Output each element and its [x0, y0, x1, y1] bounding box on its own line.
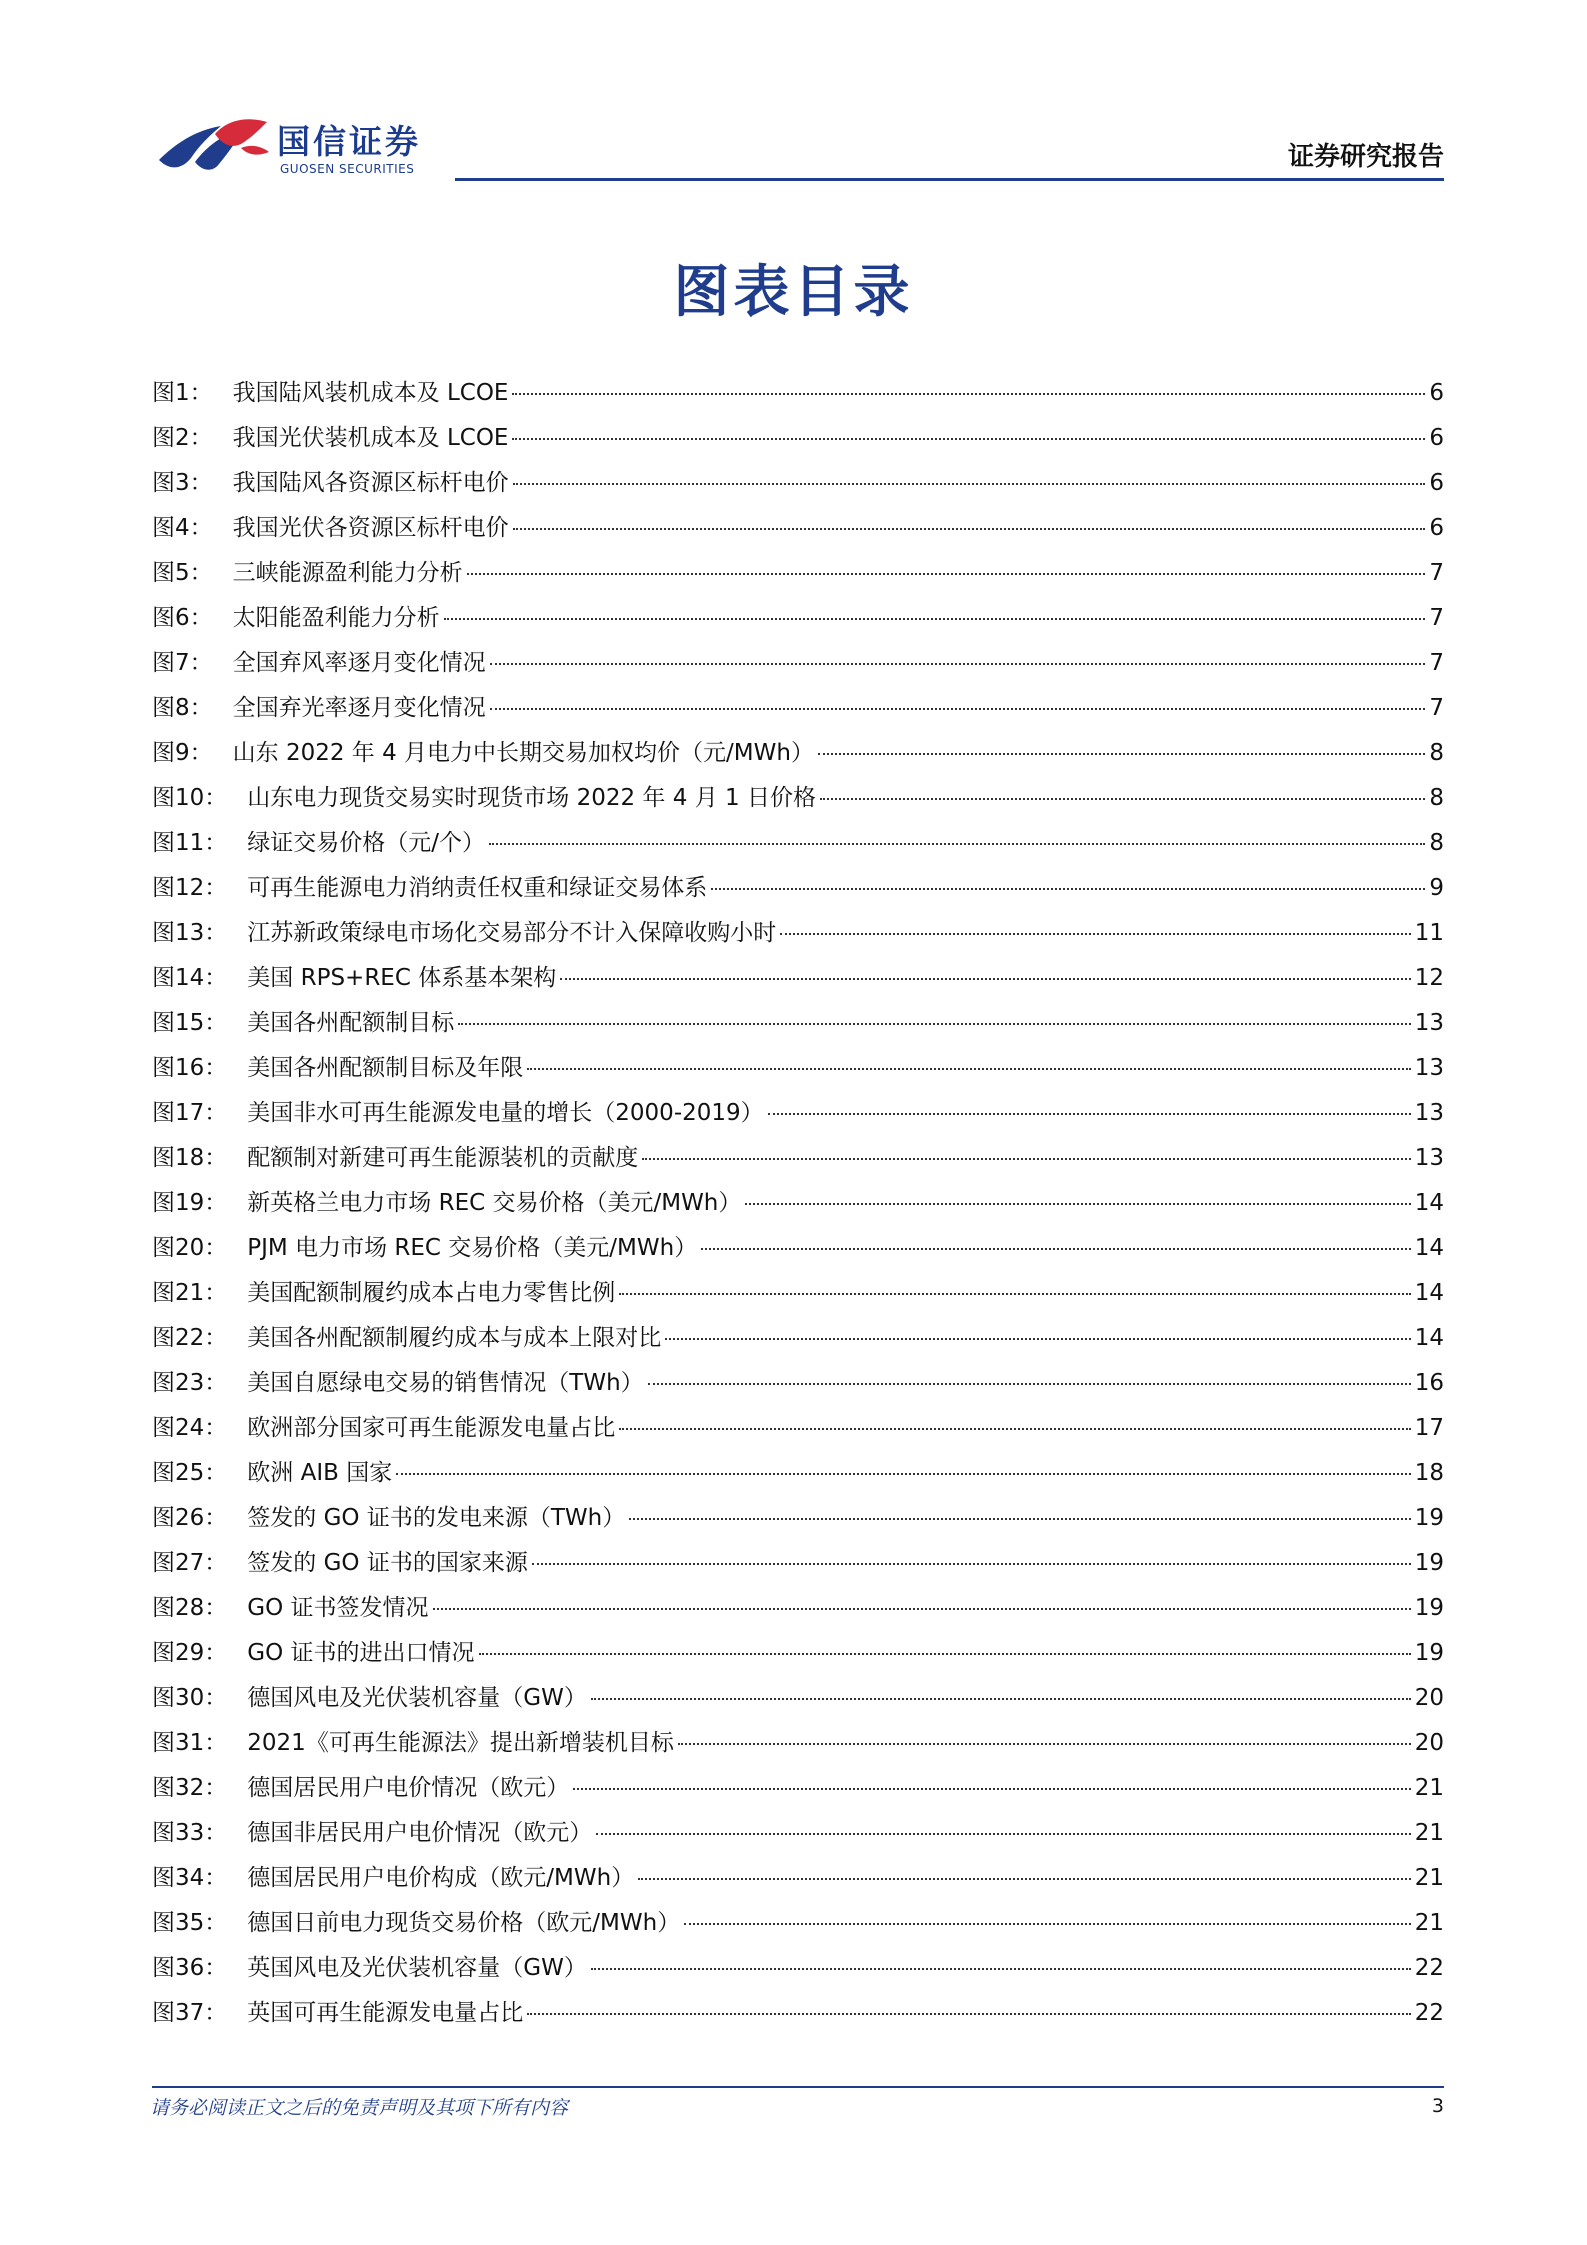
toc-entry-title: 签发的 GO 证书的发电来源（TWh）	[247, 1505, 626, 1531]
page-number: 3	[1431, 2095, 1444, 2117]
toc-entry[interactable]	[152, 1364, 1444, 1409]
toc-entry[interactable]	[152, 1499, 1444, 1544]
toc-entry[interactable]	[152, 824, 1444, 869]
toc-dot-leader	[648, 1383, 1411, 1385]
toc-entry-title: 三峡能源盈利能力分析	[232, 560, 463, 586]
toc-entry-page: 9	[1429, 875, 1444, 901]
toc-entry-page: 18	[1414, 1460, 1444, 1486]
toc-entry-page: 7	[1429, 650, 1444, 676]
toc-dot-leader	[768, 1113, 1411, 1115]
logo-chinese-name: 国信证券	[277, 122, 421, 161]
toc-entry[interactable]	[152, 419, 1444, 464]
toc-dot-leader	[479, 1653, 1411, 1655]
toc-entry[interactable]	[152, 1274, 1444, 1319]
toc-entry-page: 13	[1414, 1010, 1444, 1036]
toc-entry[interactable]	[152, 1859, 1444, 1904]
toc-entry-title: 新英格兰电力市场 REC 交易价格（美元/MWh）	[247, 1190, 742, 1216]
toc-dot-leader	[490, 663, 1426, 665]
toc-entry-page: 20	[1414, 1730, 1444, 1756]
toc-entry-title: 英国风电及光伏装机容量（GW）	[247, 1955, 587, 1981]
toc-dot-leader	[458, 1023, 1410, 1025]
toc-entry-title: PJM 电力市场 REC 交易价格（美元/MWh）	[247, 1235, 698, 1261]
toc-entry[interactable]	[152, 1454, 1444, 1499]
toc-entry-title: 配额制对新建可再生能源装机的贡献度	[247, 1145, 639, 1171]
toc-entry-page: 16	[1414, 1370, 1444, 1396]
toc-entry[interactable]	[152, 1904, 1444, 1949]
toc-entry-title: 英国可再生能源发电量占比	[247, 2000, 524, 2026]
toc-entry-title: 德国日前电力现货交易价格（欧元/MWh）	[247, 1910, 681, 1936]
toc-entry-page: 21	[1414, 1865, 1444, 1891]
toc-dot-leader	[444, 618, 1426, 620]
toc-entry-page: 6	[1429, 470, 1444, 496]
toc-entry-number: 图25：	[152, 1460, 228, 1486]
toc-dot-leader	[513, 483, 1426, 485]
toc-dot-leader	[619, 1428, 1410, 1430]
toc-entry-number: 图28：	[152, 1595, 228, 1621]
toc-entry[interactable]	[152, 374, 1444, 419]
toc-entry-title: 美国非水可再生能源发电量的增长（2000-2019）	[247, 1100, 764, 1126]
toc-dot-leader	[512, 393, 1425, 395]
toc-entry-page: 21	[1414, 1820, 1444, 1846]
toc-entry[interactable]	[152, 1544, 1444, 1589]
toc-entry-title: 可再生能源电力消纳责任权重和绿证交易体系	[247, 875, 708, 901]
toc-entry-page: 20	[1414, 1685, 1444, 1711]
toc-entry[interactable]	[152, 959, 1444, 1004]
toc-entry-title: 山东 2022 年 4 月电力中长期交易加权均价（元/MWh）	[232, 740, 814, 766]
toc-entry[interactable]	[152, 1769, 1444, 1814]
toc-entry-page: 7	[1429, 605, 1444, 631]
toc-entry-number: 图1：	[152, 380, 213, 406]
toc-entry-number: 图30：	[152, 1685, 228, 1711]
toc-entry-page: 14	[1414, 1325, 1444, 1351]
footer-divider	[152, 2086, 1444, 2088]
guosen-logo-icon	[155, 112, 273, 184]
toc-dot-leader	[820, 798, 1425, 800]
toc-entry-title: 江苏新政策绿电市场化交易部分不计入保障收购小时	[247, 920, 777, 946]
toc-entry-page: 14	[1414, 1235, 1444, 1261]
toc-entry[interactable]	[152, 1724, 1444, 1769]
toc-entry-page: 19	[1414, 1640, 1444, 1666]
toc-entry[interactable]	[152, 869, 1444, 914]
toc-entry[interactable]	[152, 689, 1444, 734]
page-header	[0, 0, 1587, 190]
toc-entry-number: 图9：	[152, 740, 213, 766]
toc-entry[interactable]	[152, 644, 1444, 689]
toc-entry-number: 图2：	[152, 425, 213, 451]
toc-dot-leader	[396, 1473, 1411, 1475]
toc-dot-leader	[560, 978, 1411, 980]
toc-entry-number: 图31：	[152, 1730, 228, 1756]
toc-dot-leader	[490, 708, 1426, 710]
toc-dot-leader	[532, 1563, 1411, 1565]
toc-entry[interactable]	[152, 779, 1444, 824]
toc-entry-number: 图29：	[152, 1640, 228, 1666]
toc-entry-page: 21	[1414, 1775, 1444, 1801]
toc-entry-title: 绿证交易价格（元/个）	[247, 830, 486, 856]
toc-entry[interactable]	[152, 1949, 1444, 1994]
toc-entry-title: 我国陆风装机成本及 LCOE	[232, 380, 509, 406]
toc-entry-page: 17	[1414, 1415, 1444, 1441]
toc-dot-leader	[629, 1518, 1411, 1520]
toc-entry-number: 图24：	[152, 1415, 228, 1441]
toc-entry-page: 6	[1429, 425, 1444, 451]
toc-entry[interactable]	[152, 1994, 1444, 2039]
toc-entry[interactable]	[152, 1409, 1444, 1454]
toc-entry-page: 6	[1429, 515, 1444, 541]
page-title: 图表目录	[673, 260, 914, 325]
toc-dot-leader	[701, 1248, 1411, 1250]
toc-dot-leader	[642, 1158, 1410, 1160]
toc-entry-title: 美国各州配额制目标	[247, 1010, 455, 1036]
toc-entry-page: 13	[1414, 1145, 1444, 1171]
toc-entry-number: 图19：	[152, 1190, 228, 1216]
toc-entry-title: 我国光伏装机成本及 LCOE	[232, 425, 509, 451]
toc-dot-leader	[678, 1743, 1411, 1745]
toc-entry-title: 我国陆风各资源区标杆电价	[232, 470, 509, 496]
toc-dot-leader	[591, 1698, 1411, 1700]
toc-entry-title: 2021《可再生能源法》提出新增装机目标	[247, 1730, 674, 1756]
toc-entry[interactable]	[152, 1679, 1444, 1724]
toc-entry-page: 8	[1429, 785, 1444, 811]
toc-dot-leader	[433, 1608, 1411, 1610]
toc-entry-page: 8	[1429, 830, 1444, 856]
company-logo	[155, 112, 455, 184]
toc-entry-page: 19	[1414, 1595, 1444, 1621]
toc-entry-number: 图4：	[152, 515, 213, 541]
toc-entry-number: 图12：	[152, 875, 228, 901]
toc-dot-leader	[638, 1878, 1411, 1880]
toc-entry-page: 21	[1414, 1910, 1444, 1936]
toc-entry-page: 14	[1414, 1190, 1444, 1216]
toc-entry[interactable]	[152, 599, 1444, 644]
toc-entry[interactable]	[152, 1634, 1444, 1679]
toc-entry-number: 图10：	[152, 785, 228, 811]
toc-entry-title: GO 证书的进出口情况	[247, 1640, 475, 1666]
toc-entry-page: 11	[1414, 920, 1444, 946]
toc-entry-page: 22	[1414, 1955, 1444, 1981]
toc-entry-number: 图34：	[152, 1865, 228, 1891]
toc-dot-leader	[527, 1068, 1410, 1070]
toc-entry-page: 8	[1429, 740, 1444, 766]
toc-entry-page: 12	[1414, 965, 1444, 991]
toc-dot-leader	[467, 573, 1426, 575]
header-divider	[455, 178, 1444, 181]
toc-dot-leader	[745, 1203, 1410, 1205]
toc-entry-title: 太阳能盈利能力分析	[232, 605, 440, 631]
toc-entry[interactable]	[152, 734, 1444, 779]
toc-entry-page: 19	[1414, 1505, 1444, 1531]
toc-entry-title: 全国弃风率逐月变化情况	[232, 650, 486, 676]
toc-entry-number: 图13：	[152, 920, 228, 946]
toc-entry[interactable]	[152, 1139, 1444, 1184]
toc-entry-number: 图22：	[152, 1325, 228, 1351]
toc-entry-page: 19	[1414, 1550, 1444, 1576]
toc-entry-title: 我国光伏各资源区标杆电价	[232, 515, 509, 541]
toc-entry-title: 全国弃光率逐月变化情况	[232, 695, 486, 721]
toc-entry-number: 图6：	[152, 605, 213, 631]
toc-dot-leader	[665, 1338, 1410, 1340]
toc-entry-page: 13	[1414, 1055, 1444, 1081]
toc-entry-title: 德国居民用户电价情况（欧元）	[247, 1775, 570, 1801]
toc-entry[interactable]	[152, 1814, 1444, 1859]
toc-entry-number: 图26：	[152, 1505, 228, 1531]
toc-entry-page: 14	[1414, 1280, 1444, 1306]
toc-entry[interactable]	[152, 509, 1444, 554]
toc-entry[interactable]	[152, 1049, 1444, 1094]
toc-entry-title: 德国非居民用户电价情况（欧元）	[247, 1820, 593, 1846]
toc-entry[interactable]	[152, 1094, 1444, 1139]
disclaimer-note: 请务必阅读正文之后的免责声明及其项下所有内容	[150, 2097, 569, 2119]
toc-entry[interactable]	[152, 1184, 1444, 1229]
toc-entry-number: 图15：	[152, 1010, 228, 1036]
toc-dot-leader	[780, 933, 1410, 935]
toc-entry-page: 7	[1429, 560, 1444, 586]
toc-entry-number: 图33：	[152, 1820, 228, 1846]
toc-dot-leader	[596, 1833, 1410, 1835]
toc-entry-number: 图18：	[152, 1145, 228, 1171]
toc-entry-number: 图36：	[152, 1955, 228, 1981]
toc-entry-number: 图35：	[152, 1910, 228, 1936]
toc-entry-title: 欧洲 AIB 国家	[247, 1460, 393, 1486]
toc-entry-page: 6	[1429, 380, 1444, 406]
toc-entry-number: 图23：	[152, 1370, 228, 1396]
logo-english-name: GUOSEN SECURITIES	[280, 162, 415, 176]
toc-entry[interactable]	[152, 914, 1444, 959]
toc-entry-title: 签发的 GO 证书的国家来源	[247, 1550, 528, 1576]
toc-entry-title: 欧洲部分国家可再生能源发电量占比	[247, 1415, 616, 1441]
toc-entry-number: 图20：	[152, 1235, 228, 1261]
toc-entry[interactable]	[152, 1004, 1444, 1049]
toc-entry-title: GO 证书签发情况	[247, 1595, 429, 1621]
toc-entry-number: 图5：	[152, 560, 213, 586]
toc-entry[interactable]	[152, 1319, 1444, 1364]
toc-dot-leader	[513, 528, 1426, 530]
toc-entry-page: 7	[1429, 695, 1444, 721]
toc-entry-title: 美国自愿绿电交易的销售情况（TWh）	[247, 1370, 644, 1396]
toc-entry-title: 德国风电及光伏装机容量（GW）	[247, 1685, 587, 1711]
toc-entry[interactable]	[152, 554, 1444, 599]
report-type-label: 证券研究报告	[1287, 142, 1444, 172]
toc-entry-number: 图27：	[152, 1550, 228, 1576]
toc-entry-number: 图32：	[152, 1775, 228, 1801]
toc-entry-number: 图11：	[152, 830, 228, 856]
toc-entry-title: 美国各州配额制履约成本与成本上限对比	[247, 1325, 662, 1351]
toc-entry-title: 山东电力现货交易实时现货市场 2022 年 4 月 1 日价格	[247, 785, 816, 811]
toc-entry-title: 美国各州配额制目标及年限	[247, 1055, 524, 1081]
toc-entry[interactable]	[152, 1229, 1444, 1274]
toc-dot-leader	[684, 1923, 1411, 1925]
toc-entry-number: 图3：	[152, 470, 213, 496]
toc-entry-page: 22	[1414, 2000, 1444, 2026]
toc-entry-number: 图17：	[152, 1100, 228, 1126]
toc-entry-page: 13	[1414, 1100, 1444, 1126]
toc-dot-leader	[711, 888, 1425, 890]
toc-dot-leader	[573, 1788, 1410, 1790]
toc-entry[interactable]	[152, 1589, 1444, 1634]
toc-dot-leader	[527, 2013, 1410, 2015]
toc-entry-title: 美国配额制履约成本占电力零售比例	[247, 1280, 616, 1306]
toc-entry-number: 图7：	[152, 650, 213, 676]
toc-entry-number: 图37：	[152, 2000, 228, 2026]
toc-entry-number: 图8：	[152, 695, 213, 721]
toc-entry-title: 德国居民用户电价构成（欧元/MWh）	[247, 1865, 635, 1891]
toc-entry-number: 图21：	[152, 1280, 228, 1306]
toc-dot-leader	[818, 753, 1425, 755]
toc-entry-number: 图14：	[152, 965, 228, 991]
toc-entry-title: 美国 RPS+REC 体系基本架构	[247, 965, 557, 991]
toc-dot-leader	[591, 1968, 1411, 1970]
toc-dot-leader	[619, 1293, 1410, 1295]
toc-entry[interactable]	[152, 464, 1444, 509]
toc-dot-leader	[512, 438, 1425, 440]
figure-table-of-contents	[152, 374, 1444, 2039]
toc-dot-leader	[489, 843, 1425, 845]
toc-entry-number: 图16：	[152, 1055, 228, 1081]
